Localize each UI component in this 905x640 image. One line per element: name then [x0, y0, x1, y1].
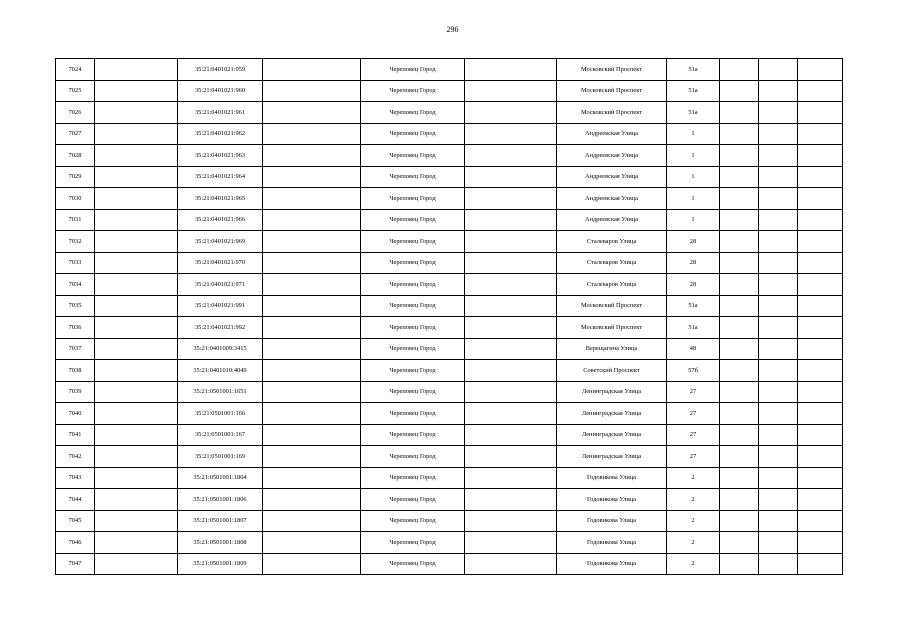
- city-cell: Череповец Город: [361, 553, 465, 575]
- empty-cell: [465, 403, 557, 425]
- empty-cell: [759, 381, 798, 403]
- table-row: [56, 338, 843, 360]
- table-row: [56, 403, 843, 425]
- empty-cell: [798, 209, 843, 231]
- table-row: [56, 295, 843, 317]
- empty-cell: [798, 532, 843, 554]
- empty-cell: [465, 553, 557, 575]
- street-cell: Андреевская Улица: [557, 166, 667, 188]
- city-cell: Череповец Город: [361, 295, 465, 317]
- city-cell: Череповец Город: [361, 317, 465, 339]
- city-cell: Череповец Город: [361, 102, 465, 124]
- house-number-cell: 51а: [667, 317, 720, 339]
- empty-cell: [263, 231, 361, 253]
- table-row: [56, 166, 843, 188]
- empty-cell: [95, 274, 178, 296]
- empty-cell: [263, 467, 361, 489]
- street-cell: Московский Проспект: [557, 59, 667, 81]
- row-number-cell: 7029: [56, 166, 95, 188]
- empty-cell: [465, 424, 557, 446]
- empty-cell: [720, 231, 759, 253]
- empty-cell: [759, 166, 798, 188]
- house-number-cell: 1: [667, 188, 720, 210]
- table-row: [56, 123, 843, 145]
- row-number-cell: 7027: [56, 123, 95, 145]
- empty-cell: [465, 317, 557, 339]
- empty-cell: [95, 489, 178, 511]
- empty-cell: [759, 338, 798, 360]
- city-cell: Череповец Город: [361, 467, 465, 489]
- empty-cell: [798, 317, 843, 339]
- cadastral-number-cell: 35:21:0401009:3415: [178, 338, 263, 360]
- empty-cell: [95, 467, 178, 489]
- empty-cell: [263, 188, 361, 210]
- cadastral-number-cell: 35:21:0401021:966: [178, 209, 263, 231]
- empty-cell: [263, 532, 361, 554]
- city-cell: Череповец Город: [361, 424, 465, 446]
- empty-cell: [465, 532, 557, 554]
- empty-cell: [798, 80, 843, 102]
- empty-cell: [798, 467, 843, 489]
- house-number-cell: 28: [667, 252, 720, 274]
- empty-cell: [720, 510, 759, 532]
- empty-cell: [465, 252, 557, 274]
- empty-cell: [720, 381, 759, 403]
- street-cell: Андреевская Улица: [557, 188, 667, 210]
- house-number-cell: 51а: [667, 59, 720, 81]
- house-number-cell: 57б: [667, 360, 720, 382]
- row-number-cell: 7038: [56, 360, 95, 382]
- street-cell: Московский Проспект: [557, 102, 667, 124]
- empty-cell: [798, 274, 843, 296]
- city-cell: Череповец Город: [361, 188, 465, 210]
- empty-cell: [720, 80, 759, 102]
- empty-cell: [759, 80, 798, 102]
- empty-cell: [759, 102, 798, 124]
- street-cell: Андреевская Улица: [557, 209, 667, 231]
- empty-cell: [263, 166, 361, 188]
- empty-cell: [465, 467, 557, 489]
- city-cell: Череповец Город: [361, 532, 465, 554]
- table-row: [56, 553, 843, 575]
- street-cell: Сталеваров Улица: [557, 252, 667, 274]
- street-cell: Ленинградская Улица: [557, 424, 667, 446]
- empty-cell: [465, 59, 557, 81]
- cadastral-number-cell: 35:21:0501001:1809: [178, 553, 263, 575]
- empty-cell: [720, 209, 759, 231]
- empty-cell: [759, 360, 798, 382]
- empty-cell: [95, 510, 178, 532]
- empty-cell: [759, 532, 798, 554]
- empty-cell: [95, 403, 178, 425]
- street-cell: Сталеваров Улица: [557, 231, 667, 253]
- table-row: [56, 424, 843, 446]
- street-cell: Верещагина Улица: [557, 338, 667, 360]
- empty-cell: [759, 59, 798, 81]
- house-number-cell: 51а: [667, 80, 720, 102]
- empty-cell: [263, 424, 361, 446]
- empty-cell: [759, 231, 798, 253]
- house-number-cell: 27: [667, 424, 720, 446]
- street-cell: Годовикова Улица: [557, 467, 667, 489]
- empty-cell: [720, 532, 759, 554]
- street-cell: Московский Проспект: [557, 295, 667, 317]
- table-row: [56, 145, 843, 167]
- empty-cell: [263, 446, 361, 468]
- empty-cell: [95, 446, 178, 468]
- table-row: [56, 231, 843, 253]
- empty-cell: [263, 553, 361, 575]
- empty-cell: [759, 489, 798, 511]
- empty-cell: [798, 510, 843, 532]
- house-number-cell: 1: [667, 166, 720, 188]
- registry-table: [55, 58, 843, 575]
- empty-cell: [95, 59, 178, 81]
- empty-cell: [465, 381, 557, 403]
- empty-cell: [95, 102, 178, 124]
- empty-cell: [95, 360, 178, 382]
- empty-cell: [720, 295, 759, 317]
- city-cell: Череповец Город: [361, 510, 465, 532]
- street-cell: Ленинградская Улица: [557, 446, 667, 468]
- cadastral-number-cell: 35:21:0501001:1808: [178, 532, 263, 554]
- empty-cell: [720, 360, 759, 382]
- empty-cell: [720, 59, 759, 81]
- empty-cell: [263, 59, 361, 81]
- row-number-cell: 7024: [56, 59, 95, 81]
- empty-cell: [263, 145, 361, 167]
- empty-cell: [798, 123, 843, 145]
- empty-cell: [720, 252, 759, 274]
- empty-cell: [798, 166, 843, 188]
- empty-cell: [759, 446, 798, 468]
- table-row: [56, 317, 843, 339]
- empty-cell: [263, 360, 361, 382]
- cadastral-number-cell: 35:21:0401021:962: [178, 123, 263, 145]
- cadastral-number-cell: 35:21:0401010:4049: [178, 360, 263, 382]
- empty-cell: [720, 166, 759, 188]
- row-number-cell: 7036: [56, 317, 95, 339]
- empty-cell: [95, 317, 178, 339]
- empty-cell: [798, 553, 843, 575]
- cadastral-number-cell: 35:21:0501001:169: [178, 446, 263, 468]
- street-cell: Годовикова Улица: [557, 553, 667, 575]
- table-row: [56, 252, 843, 274]
- empty-cell: [465, 102, 557, 124]
- empty-cell: [465, 360, 557, 382]
- row-number-cell: 7034: [56, 274, 95, 296]
- house-number-cell: 1: [667, 145, 720, 167]
- cadastral-number-cell: 35:21:0501001:167: [178, 424, 263, 446]
- row-number-cell: 7035: [56, 295, 95, 317]
- street-cell: Ленинградская Улица: [557, 403, 667, 425]
- row-number-cell: 7026: [56, 102, 95, 124]
- empty-cell: [759, 209, 798, 231]
- street-cell: Андреевская Улица: [557, 145, 667, 167]
- row-number-cell: 7025: [56, 80, 95, 102]
- empty-cell: [759, 510, 798, 532]
- table-row: [56, 188, 843, 210]
- table-row: [56, 446, 843, 468]
- empty-cell: [759, 467, 798, 489]
- empty-cell: [263, 381, 361, 403]
- empty-cell: [263, 80, 361, 102]
- empty-cell: [465, 489, 557, 511]
- row-number-cell: 7028: [56, 145, 95, 167]
- table-row: [56, 381, 843, 403]
- city-cell: Череповец Город: [361, 80, 465, 102]
- empty-cell: [465, 123, 557, 145]
- empty-cell: [720, 188, 759, 210]
- empty-cell: [720, 553, 759, 575]
- house-number-cell: 28: [667, 231, 720, 253]
- empty-cell: [263, 274, 361, 296]
- cadastral-number-cell: 35:21:0401021:965: [178, 188, 263, 210]
- empty-cell: [759, 403, 798, 425]
- empty-cell: [465, 166, 557, 188]
- house-number-cell: 27: [667, 381, 720, 403]
- street-cell: Годовикова Улица: [557, 489, 667, 511]
- table-row: [56, 489, 843, 511]
- empty-cell: [798, 489, 843, 511]
- empty-cell: [798, 381, 843, 403]
- empty-cell: [95, 424, 178, 446]
- row-number-cell: 7037: [56, 338, 95, 360]
- empty-cell: [263, 102, 361, 124]
- empty-cell: [263, 403, 361, 425]
- empty-cell: [465, 510, 557, 532]
- table-row: [56, 510, 843, 532]
- empty-cell: [95, 532, 178, 554]
- cadastral-number-cell: 35:21:0501001:1804: [178, 467, 263, 489]
- street-cell: Андреевская Улица: [557, 123, 667, 145]
- empty-cell: [798, 102, 843, 124]
- house-number-cell: 1: [667, 209, 720, 231]
- house-number-cell: 2: [667, 553, 720, 575]
- empty-cell: [465, 274, 557, 296]
- row-number-cell: 7032: [56, 231, 95, 253]
- house-number-cell: 1: [667, 123, 720, 145]
- cadastral-number-cell: 35:21:0501001:1807: [178, 510, 263, 532]
- row-number-cell: 7045: [56, 510, 95, 532]
- empty-cell: [95, 209, 178, 231]
- street-cell: Советский Проспект: [557, 360, 667, 382]
- empty-cell: [720, 403, 759, 425]
- empty-cell: [720, 338, 759, 360]
- cadastral-number-cell: 35:21:0501001:166: [178, 403, 263, 425]
- city-cell: Череповец Город: [361, 209, 465, 231]
- empty-cell: [95, 166, 178, 188]
- cadastral-number-cell: 35:21:0401021:964: [178, 166, 263, 188]
- empty-cell: [720, 489, 759, 511]
- city-cell: Череповец Город: [361, 381, 465, 403]
- empty-cell: [263, 510, 361, 532]
- row-number-cell: 7043: [56, 467, 95, 489]
- page-number: 296: [446, 25, 459, 34]
- house-number-cell: 2: [667, 532, 720, 554]
- empty-cell: [465, 209, 557, 231]
- empty-cell: [465, 80, 557, 102]
- city-cell: Череповец Город: [361, 123, 465, 145]
- city-cell: Череповец Город: [361, 166, 465, 188]
- empty-cell: [95, 80, 178, 102]
- empty-cell: [263, 489, 361, 511]
- empty-cell: [465, 145, 557, 167]
- house-number-cell: 51а: [667, 295, 720, 317]
- street-cell: Ленинградская Улица: [557, 381, 667, 403]
- empty-cell: [798, 252, 843, 274]
- empty-cell: [95, 231, 178, 253]
- empty-cell: [798, 231, 843, 253]
- empty-cell: [263, 252, 361, 274]
- row-number-cell: 7030: [56, 188, 95, 210]
- table-row: [56, 209, 843, 231]
- table-row: [56, 532, 843, 554]
- house-number-cell: 2: [667, 489, 720, 511]
- empty-cell: [798, 403, 843, 425]
- empty-cell: [720, 317, 759, 339]
- city-cell: Череповец Город: [361, 145, 465, 167]
- empty-cell: [798, 424, 843, 446]
- table-row: [56, 102, 843, 124]
- empty-cell: [720, 274, 759, 296]
- row-number-cell: 7042: [56, 446, 95, 468]
- empty-cell: [759, 145, 798, 167]
- row-number-cell: 7046: [56, 532, 95, 554]
- empty-cell: [720, 102, 759, 124]
- table-row: [56, 467, 843, 489]
- house-number-cell: 48: [667, 338, 720, 360]
- empty-cell: [263, 123, 361, 145]
- cadastral-number-cell: 35:21:0401021:992: [178, 317, 263, 339]
- empty-cell: [95, 381, 178, 403]
- city-cell: Череповец Город: [361, 231, 465, 253]
- street-cell: Московский Проспект: [557, 317, 667, 339]
- house-number-cell: 27: [667, 403, 720, 425]
- empty-cell: [263, 317, 361, 339]
- row-number-cell: 7031: [56, 209, 95, 231]
- city-cell: Череповец Город: [361, 446, 465, 468]
- street-cell: Годовикова Улица: [557, 510, 667, 532]
- house-number-cell: 51а: [667, 102, 720, 124]
- empty-cell: [465, 188, 557, 210]
- empty-cell: [720, 145, 759, 167]
- city-cell: Череповец Город: [361, 274, 465, 296]
- empty-cell: [95, 145, 178, 167]
- empty-cell: [263, 338, 361, 360]
- empty-cell: [263, 295, 361, 317]
- empty-cell: [759, 295, 798, 317]
- empty-cell: [95, 123, 178, 145]
- street-cell: Годовикова Улица: [557, 532, 667, 554]
- street-cell: Московский Проспект: [557, 80, 667, 102]
- cadastral-number-cell: 35:21:0401021:963: [178, 145, 263, 167]
- house-number-cell: 2: [667, 467, 720, 489]
- row-number-cell: 7041: [56, 424, 95, 446]
- row-number-cell: 7044: [56, 489, 95, 511]
- city-cell: Череповец Город: [361, 338, 465, 360]
- empty-cell: [95, 295, 178, 317]
- empty-cell: [465, 446, 557, 468]
- empty-cell: [465, 231, 557, 253]
- empty-cell: [759, 188, 798, 210]
- empty-cell: [759, 424, 798, 446]
- empty-cell: [720, 446, 759, 468]
- empty-cell: [798, 446, 843, 468]
- table-body: [56, 59, 843, 575]
- empty-cell: [759, 553, 798, 575]
- cadastral-number-cell: 35:21:0401021:961: [178, 102, 263, 124]
- empty-cell: [720, 123, 759, 145]
- city-cell: Череповец Город: [361, 403, 465, 425]
- empty-cell: [95, 553, 178, 575]
- city-cell: Череповец Город: [361, 360, 465, 382]
- cadastral-number-cell: 35:21:0401021:991: [178, 295, 263, 317]
- empty-cell: [759, 274, 798, 296]
- table-row: [56, 274, 843, 296]
- empty-cell: [798, 145, 843, 167]
- cadastral-number-cell: 35:21:0401021:971: [178, 274, 263, 296]
- empty-cell: [798, 360, 843, 382]
- house-number-cell: 2: [667, 510, 720, 532]
- empty-cell: [465, 338, 557, 360]
- city-cell: Череповец Город: [361, 59, 465, 81]
- street-cell: Сталеваров Улица: [557, 274, 667, 296]
- cadastral-number-cell: 35:21:0501001:1651: [178, 381, 263, 403]
- row-number-cell: 7047: [56, 553, 95, 575]
- empty-cell: [798, 338, 843, 360]
- house-number-cell: 27: [667, 446, 720, 468]
- empty-cell: [798, 59, 843, 81]
- empty-cell: [798, 188, 843, 210]
- empty-cell: [798, 295, 843, 317]
- empty-cell: [465, 295, 557, 317]
- empty-cell: [720, 424, 759, 446]
- row-number-cell: 7033: [56, 252, 95, 274]
- table-row: [56, 80, 843, 102]
- empty-cell: [720, 467, 759, 489]
- empty-cell: [759, 123, 798, 145]
- cadastral-number-cell: 35:21:0401021:969: [178, 231, 263, 253]
- table-row: [56, 360, 843, 382]
- row-number-cell: 7040: [56, 403, 95, 425]
- cadastral-number-cell: 35:21:0501001:1806: [178, 489, 263, 511]
- cadastral-number-cell: 35:21:0401021:959: [178, 59, 263, 81]
- empty-cell: [95, 338, 178, 360]
- cadastral-number-cell: 35:21:0401021:970: [178, 252, 263, 274]
- empty-cell: [263, 209, 361, 231]
- cadastral-number-cell: 35:21:0401021:960: [178, 80, 263, 102]
- empty-cell: [759, 317, 798, 339]
- empty-cell: [95, 252, 178, 274]
- city-cell: Череповец Город: [361, 252, 465, 274]
- city-cell: Череповец Город: [361, 489, 465, 511]
- row-number-cell: 7039: [56, 381, 95, 403]
- house-number-cell: 28: [667, 274, 720, 296]
- empty-cell: [95, 188, 178, 210]
- table-row: [56, 59, 843, 81]
- empty-cell: [759, 252, 798, 274]
